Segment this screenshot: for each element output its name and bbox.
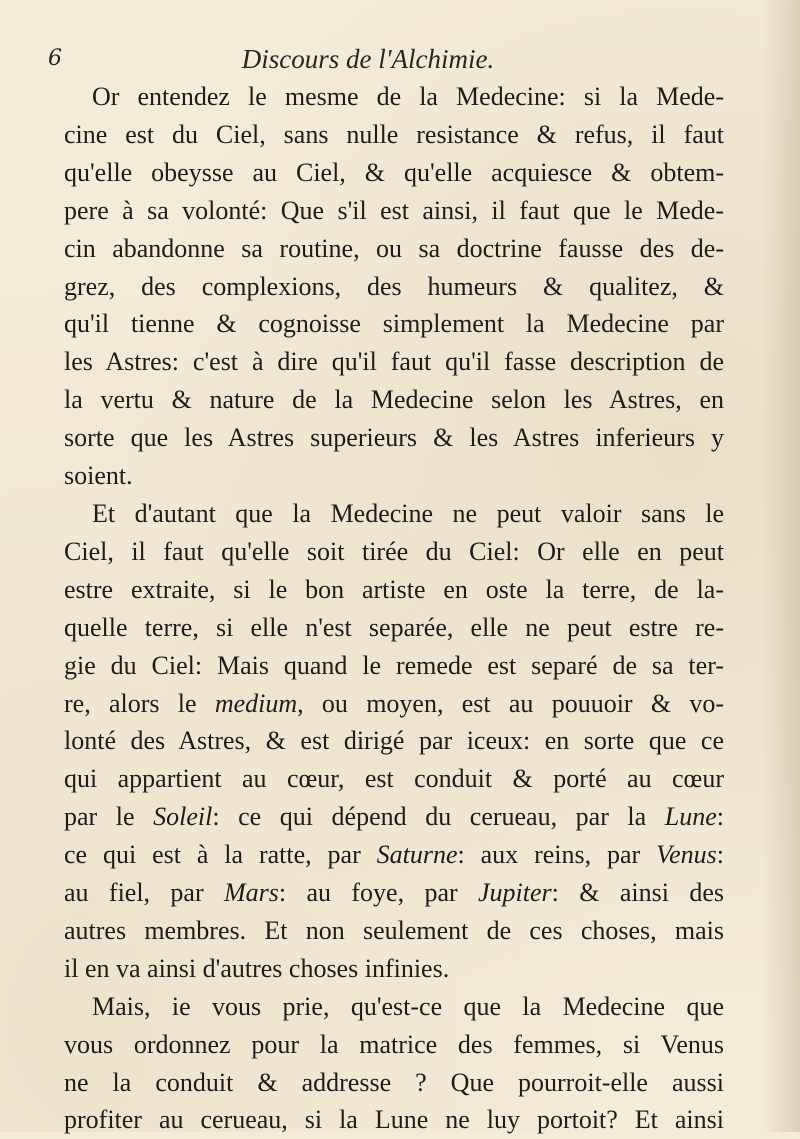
page-edge-shadow [762, 0, 800, 1132]
text-line: il en va ainsi d'autres choses infinies. [64, 953, 450, 983]
text-line: quelle terre, si elle n'est separée, elle ne peut estre re- [64, 612, 724, 642]
text-line: qui appartient au cœur, est conduit & porté au cœur [64, 764, 724, 794]
text-line: ne la conduit & addresse ? Que pourroit-elle aussi [64, 1067, 724, 1097]
body-text [64, 78, 724, 1139]
text-line: gie du Ciel: Mais quand le remede est separé de sa ter- [64, 650, 724, 680]
text-line: autres membres. Et non seulement de ces choses, mais [64, 915, 724, 945]
page-number: 6 [48, 46, 62, 71]
running-title: Discours de l'Alchimie. [241, 44, 495, 74]
text-line: les Astres: c'est à dire qu'il faut qu'il fasse description de [64, 347, 724, 377]
text-line: Ciel, il faut qu'elle soit tirée du Ciel: Or elle en peut [64, 536, 724, 566]
text-line: lonté des Astres, & est dirigé par iceux: en sorte que ce [64, 726, 724, 756]
text-line: au fiel, par Mars: au foye, par Jupiter: & ainsi des [64, 878, 724, 908]
text-line: cine est du Ciel, sans nulle resistance & refus, il faut [64, 119, 724, 149]
text-line: estre extraite, si le bon artiste en oste la terre, de la- [64, 574, 724, 604]
text-line: la vertu & nature de la Medecine selon les Astres, en [64, 385, 724, 415]
text-line: qu'elle obeysse au Ciel, & qu'elle acquiesce & obtem- [64, 157, 724, 187]
text-line: profiter au cerueau, si la Lune ne luy portoit? Et ainsi [64, 1105, 724, 1135]
text-line: pere à sa volonté: Que s'il est ainsi, il faut que le Mede- [64, 195, 724, 225]
text-line: grez, des complexions, des humeurs & qualitez, & [64, 271, 724, 301]
text-line: re, alors le medium, ou moyen, est au pouuoir & vo- [64, 688, 724, 718]
text-line: Mais, ie vous prie, qu'est-ce que la Medecine que [92, 991, 724, 1021]
text-line: cin abandonne sa routine, ou sa doctrine fausse des de- [64, 233, 724, 263]
text-line: ce qui est à la ratte, par Saturne: aux reins, par Venus: [64, 840, 724, 870]
text-line: par le Soleil: ce qui dépend du cerueau, par la Lune: [64, 802, 725, 832]
text-line: qu'il tienne & cognoisse simplement la Medecine par [64, 309, 724, 339]
text-line: vous ordonnez pour la matrice des femmes, si Venus [64, 1029, 724, 1059]
text-line: sorte que les Astres superieurs & les Astres inferieurs y [64, 423, 724, 453]
text-line: Or entendez le mesme de la Medecine: si la Mede- [92, 82, 724, 111]
text-line: Et d'autant que la Medecine ne peut valoir sans le [92, 498, 724, 528]
text-line: soient. [64, 461, 133, 491]
